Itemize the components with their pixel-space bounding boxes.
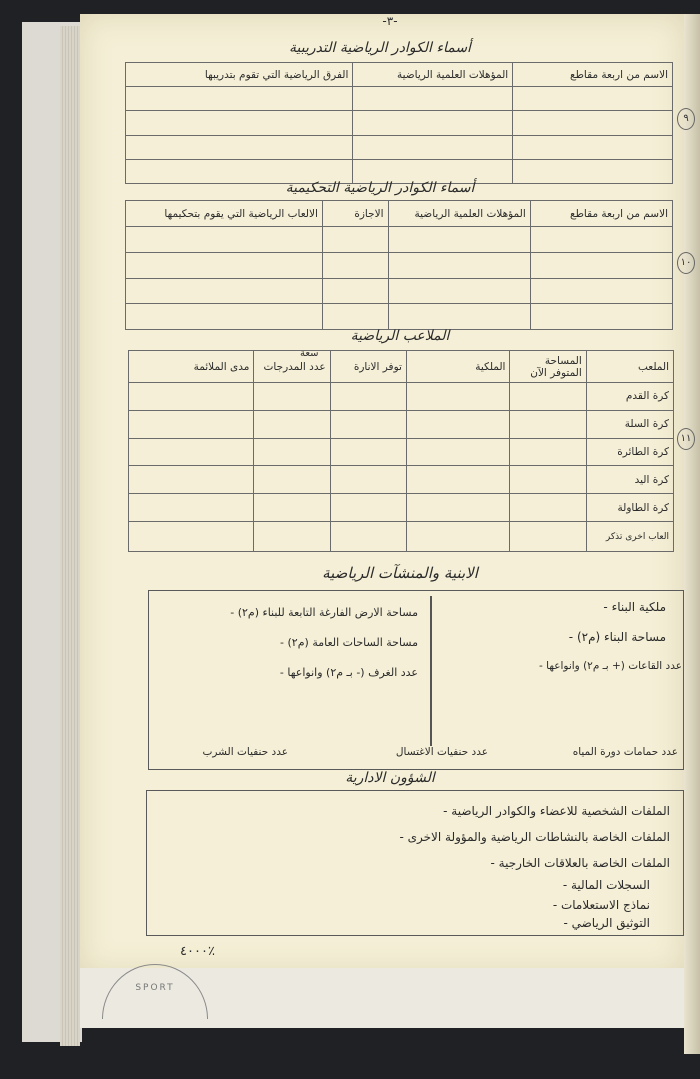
section-1-title: أسماء الكوادر الرياضية التدريبية — [289, 40, 471, 56]
admin-activity-files: الملفات الخاصة بالنشاطات الرياضية والمؤولة الاخرى - — [399, 830, 670, 844]
halls-count: عدد القاعات (+ بـ م٢) وانواعها - — [539, 660, 682, 672]
buildings-divider — [430, 596, 432, 746]
admin-financial-records: السجلات المالية - — [562, 878, 650, 892]
page-stack-edge — [60, 26, 80, 1046]
header-ownership: الملكية — [406, 351, 510, 383]
admin-inquiry-forms: نماذج الاستعلامات - — [552, 898, 650, 912]
building-area: مساحة البناء (م٢) - — [568, 630, 666, 644]
header-lighting: توفر الانارة — [330, 351, 406, 383]
admin-personal-files: الملفات الشخصية للاعضاء والكوادر الرياضية - — [443, 804, 670, 818]
header-qualifications: المؤهلات العلمية الرياضية — [353, 63, 513, 87]
section-3-marker: ١١ — [677, 428, 695, 450]
header-stands: عدد المدرجات — [254, 351, 330, 383]
header-teams-trained: الفرق الرياضية التي تقوم بتدريبها — [126, 63, 353, 87]
row-basketball: كرة السلة — [586, 410, 673, 438]
stamp-text: SPORT — [135, 983, 175, 993]
sports-fields-table — [128, 350, 674, 552]
header-name-2: الاسم من اربعة مقاطع — [530, 201, 672, 227]
header-field: الملعب — [586, 351, 673, 383]
section-3-title: الملاعب الرياضية — [350, 328, 450, 344]
section-4-title: الابنية والمنشآت الرياضية — [322, 564, 478, 582]
header-name: الاسم من اربعة مقاطع — [513, 63, 673, 87]
header-suitability: مدى الملائمة — [129, 351, 254, 383]
section-1-marker: ٩ — [677, 108, 695, 130]
section-2-marker: ١٠ — [677, 252, 695, 274]
binding-edge — [684, 14, 700, 1054]
header-area: المساحة المتوفر الآن — [510, 351, 586, 383]
row-handball: كرة اليد — [586, 466, 673, 494]
training-staff-table — [125, 62, 673, 184]
row-volleyball: كرة الطائرة — [586, 438, 673, 466]
admin-external-relations: الملفات الخاصة بالعلاقات الخارجية - — [490, 856, 670, 870]
row-table-tennis: كرة الطاولة — [586, 494, 673, 522]
admin-sports-documentation: التوثيق الرياضي - — [563, 916, 650, 930]
row-other-games: العاب اخرى تذكر — [586, 522, 673, 552]
drinking-taps-count: عدد حنفيات الشرب — [202, 746, 288, 758]
capacity-label: سعة — [300, 348, 319, 359]
header-games-refereed: الالعاب الرياضية التي يقوم بتحكيمها — [126, 201, 323, 227]
row-football: كرة القدم — [586, 383, 673, 411]
rooms-count: عدد الغرف (- بـ م٢) وانواعها - — [279, 666, 418, 679]
section-5-title: الشؤون الادارية — [345, 770, 435, 786]
empty-land-area: مساحة الارض الفارغة التابعة للبناء (م٢) - — [230, 606, 418, 619]
building-ownership: ملكية البناء - — [603, 600, 666, 614]
page-number: -٣- — [382, 14, 398, 28]
header-license: الاجازة — [322, 201, 388, 227]
section-2-title: أسماء الكوادر الرياضية التحكيمية — [285, 180, 475, 196]
footer-note: ٪٤٠٠٠ — [180, 944, 215, 959]
header-qualifications-2: المؤهلات العلمية الرياضية — [388, 201, 530, 227]
washing-taps-count: عدد حنفيات الاغتسال — [395, 746, 488, 758]
refereeing-staff-table — [125, 200, 673, 330]
toilets-count: عدد حمامات دورة المياه — [572, 746, 678, 758]
public-yards-area: مساحة الساحات العامة (م٢) - — [280, 636, 418, 649]
